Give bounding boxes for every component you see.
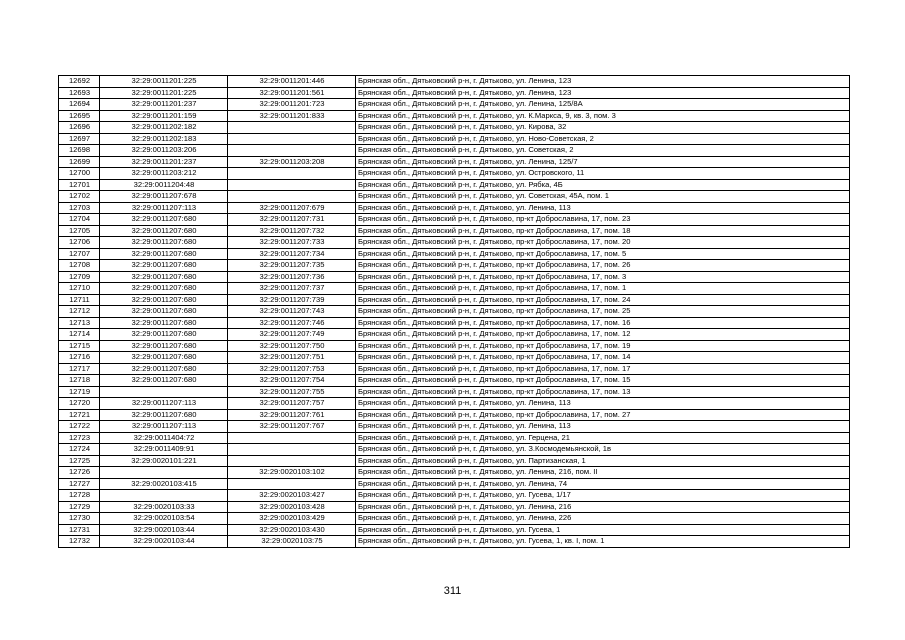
table-row: [59, 271, 850, 283]
table-row: [59, 375, 850, 387]
table-row: [59, 536, 850, 548]
parent-cadastral-number-cell: 32:29:0011207:680: [100, 317, 228, 329]
address-cell: Брянская обл., Дятьковский р-н, г. Дятьково, ул. Кирова, 32: [356, 122, 850, 134]
table-row: [59, 490, 850, 502]
table-row: [59, 179, 850, 191]
address-cell: Брянская обл., Дятьковский р-н, г. Дятьково, ул. Гусева, 1/17: [356, 490, 850, 502]
address-cell: Брянская обл., Дятьковский р-н, г. Дятьково, ул. Герцена, 21: [356, 432, 850, 444]
table-row: [59, 398, 850, 410]
row-number-cell: 12731: [59, 524, 100, 536]
parent-cadastral-number-cell: [100, 490, 228, 502]
cadastral-number-cell: 32:29:0011201:833: [228, 110, 356, 122]
cadastral-number-cell: 32:29:0011207:750: [228, 340, 356, 352]
cadastral-number-cell: [228, 179, 356, 191]
parent-cadastral-number-cell: 32:29:0020103:33: [100, 501, 228, 513]
address-cell: Брянская обл., Дятьковский р-н, г. Дятьково, ул. Ленина, 216: [356, 501, 850, 513]
address-cell: Брянская обл., Дятьковский р-н, г. Дятьково, ул. Ленина, 125/7: [356, 156, 850, 168]
cadastral-number-cell: 32:29:0011207:736: [228, 271, 356, 283]
row-number-cell: 12724: [59, 444, 100, 456]
cadastral-number-cell: 32:29:0011207:734: [228, 248, 356, 260]
address-cell: Брянская обл., Дятьковский р-н, г. Дятьково, пр-кт Доброславина, 17, пом. 14: [356, 352, 850, 364]
row-number-cell: 12707: [59, 248, 100, 260]
row-number-cell: 12722: [59, 421, 100, 433]
address-cell: Брянская обл., Дятьковский р-н, г. Дятьково, ул. Ленина, 125/8А: [356, 99, 850, 111]
parent-cadastral-number-cell: 32:29:0011207:680: [100, 375, 228, 387]
cadastral-number-cell: 32:29:0011207:735: [228, 260, 356, 272]
cadastral-number-cell: 32:29:0011207:749: [228, 329, 356, 341]
address-cell: Брянская обл., Дятьковский р-н, г. Дятьково, пр-кт Доброславина, 17, пом. 12: [356, 329, 850, 341]
row-number-cell: 12727: [59, 478, 100, 490]
address-cell: Брянская обл., Дятьковский р-н, г. Дятьково, ул. Гусева, 1: [356, 524, 850, 536]
cadastral-number-cell: 32:29:0020103:429: [228, 513, 356, 525]
address-cell: Брянская обл., Дятьковский р-н, г. Дятьково, ул. Рябка, 4Б: [356, 179, 850, 191]
cadastral-number-cell: 32:29:0011207:761: [228, 409, 356, 421]
parent-cadastral-number-cell: 32:29:0011207:680: [100, 363, 228, 375]
table-row: [59, 214, 850, 226]
parent-cadastral-number-cell: 32:29:0020103:44: [100, 536, 228, 548]
table-row: [59, 133, 850, 145]
address-cell: Брянская обл., Дятьковский р-н, г. Дятьково, пр-кт Доброславина, 17, пом. 17: [356, 363, 850, 375]
parent-cadastral-number-cell: 32:29:0011207:680: [100, 237, 228, 249]
cadastral-number-cell: 32:29:0011203:208: [228, 156, 356, 168]
row-number-cell: 12710: [59, 283, 100, 295]
table-row: [59, 386, 850, 398]
cadastral-number-cell: 32:29:0020103:428: [228, 501, 356, 513]
row-number-cell: 12721: [59, 409, 100, 421]
parent-cadastral-number-cell: [100, 467, 228, 479]
row-number-cell: 12698: [59, 145, 100, 157]
table-row: [59, 306, 850, 318]
parent-cadastral-number-cell: 32:29:0011207:680: [100, 306, 228, 318]
table-row: [59, 409, 850, 421]
address-cell: Брянская обл., Дятьковский р-н, г. Дятьково, ул. Островского, 11: [356, 168, 850, 180]
row-number-cell: 12719: [59, 386, 100, 398]
table-row: [59, 455, 850, 467]
cadastral-number-cell: 32:29:0011207:754: [228, 375, 356, 387]
row-number-cell: 12706: [59, 237, 100, 249]
row-number-cell: 12717: [59, 363, 100, 375]
row-number-cell: 12692: [59, 76, 100, 88]
cadastral-number-cell: [228, 122, 356, 134]
address-cell: Брянская обл., Дятьковский р-н, г. Дятьково, пр-кт Доброславина, 17, пом. 26: [356, 260, 850, 272]
address-cell: Брянская обл., Дятьковский р-н, г. Дятьково, ул. Ленина, 226: [356, 513, 850, 525]
parent-cadastral-number-cell: 32:29:0011201:225: [100, 87, 228, 99]
row-number-cell: 12697: [59, 133, 100, 145]
parent-cadastral-number-cell: 32:29:0011201:237: [100, 99, 228, 111]
cadastral-number-cell: [228, 191, 356, 203]
table-row: [59, 145, 850, 157]
parent-cadastral-number-cell: 32:29:0011201:225: [100, 76, 228, 88]
cadastral-table: [58, 75, 850, 548]
address-cell: Брянская обл., Дятьковский р-н, г. Дятьково, пр-кт Доброславина, 17, пом. 24: [356, 294, 850, 306]
table-row: [59, 421, 850, 433]
parent-cadastral-number-cell: 32:29:0011409:91: [100, 444, 228, 456]
table-row: [59, 513, 850, 525]
table-row: [59, 248, 850, 260]
table-row: [59, 444, 850, 456]
address-cell: Брянская обл., Дятьковский р-н, г. Дятьково, пр-кт Доброславина, 17, пом. 16: [356, 317, 850, 329]
parent-cadastral-number-cell: 32:29:0011404:72: [100, 432, 228, 444]
table-row: [59, 363, 850, 375]
cadastral-number-cell: [228, 432, 356, 444]
address-cell: Брянская обл., Дятьковский р-н, г. Дятьково, пр-кт Доброславина, 17, пом. 19: [356, 340, 850, 352]
cadastral-number-cell: 32:29:0011207:743: [228, 306, 356, 318]
cadastral-number-cell: [228, 478, 356, 490]
row-number-cell: 12705: [59, 225, 100, 237]
parent-cadastral-number-cell: 32:29:0011207:680: [100, 225, 228, 237]
table-row: [59, 202, 850, 214]
cadastral-table-body: [59, 76, 850, 548]
cadastral-number-cell: 32:29:0011207:733: [228, 237, 356, 249]
parent-cadastral-number-cell: 32:29:0011207:680: [100, 214, 228, 226]
row-number-cell: 12702: [59, 191, 100, 203]
row-number-cell: 12728: [59, 490, 100, 502]
address-cell: Брянская обл., Дятьковский р-н, г. Дятьково, ул. Ленина, 113: [356, 421, 850, 433]
address-cell: Брянская обл., Дятьковский р-н, г. Дятьково, ул. Ленина, 123: [356, 76, 850, 88]
parent-cadastral-number-cell: 32:29:0011201:237: [100, 156, 228, 168]
cadastral-number-cell: [228, 133, 356, 145]
address-cell: Брянская обл., Дятьковский р-н, г. Дятьково, пр-кт Доброславина, 17, пом. 20: [356, 237, 850, 249]
parent-cadastral-number-cell: 32:29:0011207:680: [100, 271, 228, 283]
address-cell: Брянская обл., Дятьковский р-н, г. Дятьково, пр-кт Доброславина, 17, пом. 25: [356, 306, 850, 318]
parent-cadastral-number-cell: 32:29:0011201:159: [100, 110, 228, 122]
cadastral-number-cell: 32:29:0011207:739: [228, 294, 356, 306]
row-number-cell: 12711: [59, 294, 100, 306]
cadastral-number-cell: [228, 444, 356, 456]
cadastral-number-cell: [228, 455, 356, 467]
parent-cadastral-number-cell: 32:29:0011207:680: [100, 294, 228, 306]
parent-cadastral-number-cell: 32:29:0020103:415: [100, 478, 228, 490]
address-cell: Брянская обл., Дятьковский р-н, г. Дятьково, ул. Советская, 45А, пом. 1: [356, 191, 850, 203]
table-row: [59, 237, 850, 249]
parent-cadastral-number-cell: 32:29:0011207:680: [100, 248, 228, 260]
table-row: [59, 168, 850, 180]
row-number-cell: 12723: [59, 432, 100, 444]
parent-cadastral-number-cell: 32:29:0011207:678: [100, 191, 228, 203]
address-cell: Брянская обл., Дятьковский р-н, г. Дятьково, ул. Ленина, 74: [356, 478, 850, 490]
table-row: [59, 225, 850, 237]
parent-cadastral-number-cell: 32:29:0011203:212: [100, 168, 228, 180]
address-cell: Брянская обл., Дятьковский р-н, г. Дятьково, ул. Ленина, 216, пом. II: [356, 467, 850, 479]
cadastral-number-cell: 32:29:0011207:767: [228, 421, 356, 433]
parent-cadastral-number-cell: 32:29:0011207:113: [100, 421, 228, 433]
table-row: [59, 156, 850, 168]
table-row: [59, 260, 850, 272]
parent-cadastral-number-cell: 32:29:0011207:113: [100, 398, 228, 410]
cadastral-number-cell: 32:29:0011207:757: [228, 398, 356, 410]
table-row: [59, 283, 850, 295]
cadastral-number-cell: 32:29:0011207:746: [228, 317, 356, 329]
address-cell: Брянская обл., Дятьковский р-н, г. Дятьково, ул. Ленина, 113: [356, 202, 850, 214]
parent-cadastral-number-cell: 32:29:0020101:221: [100, 455, 228, 467]
table-row: [59, 352, 850, 364]
cadastral-number-cell: 32:29:0011207:679: [228, 202, 356, 214]
row-number-cell: 12714: [59, 329, 100, 341]
parent-cadastral-number-cell: [100, 386, 228, 398]
address-cell: Брянская обл., Дятьковский р-н, г. Дятьково, ул. К.Маркса, 9, кв. 3, пом. 3: [356, 110, 850, 122]
row-number-cell: 12693: [59, 87, 100, 99]
row-number-cell: 12712: [59, 306, 100, 318]
row-number-cell: 12716: [59, 352, 100, 364]
cadastral-number-cell: [228, 145, 356, 157]
address-cell: Брянская обл., Дятьковский р-н, г. Дятьково, ул. Ново-Советская, 2: [356, 133, 850, 145]
address-cell: Брянская обл., Дятьковский р-н, г. Дятьково, пр-кт Доброславина, 17, пом. 15: [356, 375, 850, 387]
cadastral-number-cell: 32:29:0020103:102: [228, 467, 356, 479]
table-row: [59, 478, 850, 490]
address-cell: Брянская обл., Дятьковский р-н, г. Дятьково, ул. Советская, 2: [356, 145, 850, 157]
row-number-cell: 12704: [59, 214, 100, 226]
cadastral-number-cell: [228, 168, 356, 180]
table-row: [59, 467, 850, 479]
parent-cadastral-number-cell: 32:29:0020103:54: [100, 513, 228, 525]
parent-cadastral-number-cell: 32:29:0011202:182: [100, 122, 228, 134]
parent-cadastral-number-cell: 32:29:0011207:680: [100, 260, 228, 272]
address-cell: Брянская обл., Дятьковский р-н, г. Дятьково, пр-кт Доброславина, 17, пом. 1: [356, 283, 850, 295]
address-cell: Брянская обл., Дятьковский р-н, г. Дятьково, ул. Ленина, 123: [356, 87, 850, 99]
table-row: [59, 317, 850, 329]
parent-cadastral-number-cell: 32:29:0011203:206: [100, 145, 228, 157]
row-number-cell: 12730: [59, 513, 100, 525]
address-cell: Брянская обл., Дятьковский р-н, г. Дятьково, ул. З.Космодемьянской, 1в: [356, 444, 850, 456]
row-number-cell: 12715: [59, 340, 100, 352]
row-number-cell: 12718: [59, 375, 100, 387]
address-cell: Брянская обл., Дятьковский р-н, г. Дятьково, ул. Ленина, 113: [356, 398, 850, 410]
row-number-cell: 12725: [59, 455, 100, 467]
row-number-cell: 12696: [59, 122, 100, 134]
table-row: [59, 99, 850, 111]
parent-cadastral-number-cell: 32:29:0011207:113: [100, 202, 228, 214]
address-cell: Брянская обл., Дятьковский р-н, г. Дятьково, пр-кт Доброславина, 17, пом. 23: [356, 214, 850, 226]
table-row: [59, 524, 850, 536]
address-cell: Брянская обл., Дятьковский р-н, г. Дятьково, ул. Партизанская, 1: [356, 455, 850, 467]
cadastral-number-cell: 32:29:0011207:755: [228, 386, 356, 398]
cadastral-number-cell: 32:29:0011207:731: [228, 214, 356, 226]
cadastral-number-cell: 32:29:0011207:737: [228, 283, 356, 295]
parent-cadastral-number-cell: 32:29:0011207:680: [100, 283, 228, 295]
table-row: [59, 340, 850, 352]
parent-cadastral-number-cell: 32:29:0011207:680: [100, 409, 228, 421]
cadastral-number-cell: 32:29:0011207:732: [228, 225, 356, 237]
parent-cadastral-number-cell: 32:29:0011207:680: [100, 329, 228, 341]
cadastral-number-cell: 32:29:0011207:751: [228, 352, 356, 364]
cadastral-number-cell: 32:29:0020103:75: [228, 536, 356, 548]
row-number-cell: 12729: [59, 501, 100, 513]
parent-cadastral-number-cell: 32:29:0020103:44: [100, 524, 228, 536]
row-number-cell: 12703: [59, 202, 100, 214]
row-number-cell: 12720: [59, 398, 100, 410]
row-number-cell: 12709: [59, 271, 100, 283]
row-number-cell: 12699: [59, 156, 100, 168]
cadastral-number-cell: 32:29:0011201:723: [228, 99, 356, 111]
table-row: [59, 501, 850, 513]
table-row: [59, 110, 850, 122]
table-row: [59, 294, 850, 306]
table-row: [59, 122, 850, 134]
page-number: 311: [443, 585, 462, 597]
row-number-cell: 12695: [59, 110, 100, 122]
table-row: [59, 432, 850, 444]
parent-cadastral-number-cell: 32:29:0011204:48: [100, 179, 228, 191]
row-number-cell: 12713: [59, 317, 100, 329]
parent-cadastral-number-cell: 32:29:0011207:680: [100, 352, 228, 364]
parent-cadastral-number-cell: 32:29:0011207:680: [100, 340, 228, 352]
table-row: [59, 87, 850, 99]
address-cell: Брянская обл., Дятьковский р-н, г. Дятьково, пр-кт Доброславина, 17, пом. 3: [356, 271, 850, 283]
cadastral-number-cell: 32:29:0011207:753: [228, 363, 356, 375]
cadastral-number-cell: 32:29:0011201:561: [228, 87, 356, 99]
table-row: [59, 76, 850, 88]
parent-cadastral-number-cell: 32:29:0011202:183: [100, 133, 228, 145]
table-row: [59, 329, 850, 341]
row-number-cell: 12708: [59, 260, 100, 272]
cadastral-number-cell: 32:29:0020103:430: [228, 524, 356, 536]
table-row: [59, 191, 850, 203]
address-cell: Брянская обл., Дятьковский р-н, г. Дятьково, пр-кт Доброславина, 17, пом. 13: [356, 386, 850, 398]
row-number-cell: 12732: [59, 536, 100, 548]
row-number-cell: 12701: [59, 179, 100, 191]
address-cell: Брянская обл., Дятьковский р-н, г. Дятьково, пр-кт Доброславина, 17, пом. 5: [356, 248, 850, 260]
row-number-cell: 12726: [59, 467, 100, 479]
cadastral-number-cell: 32:29:0011201:446: [228, 76, 356, 88]
row-number-cell: 12694: [59, 99, 100, 111]
address-cell: Брянская обл., Дятьковский р-н, г. Дятьково, пр-кт Доброславина, 17, пом. 27: [356, 409, 850, 421]
address-cell: Брянская обл., Дятьковский р-н, г. Дятьково, ул. Гусева, 1, кв. I, пом. 1: [356, 536, 850, 548]
address-cell: Брянская обл., Дятьковский р-н, г. Дятьково, пр-кт Доброславина, 17, пом. 18: [356, 225, 850, 237]
cadastral-number-cell: 32:29:0020103:427: [228, 490, 356, 502]
row-number-cell: 12700: [59, 168, 100, 180]
